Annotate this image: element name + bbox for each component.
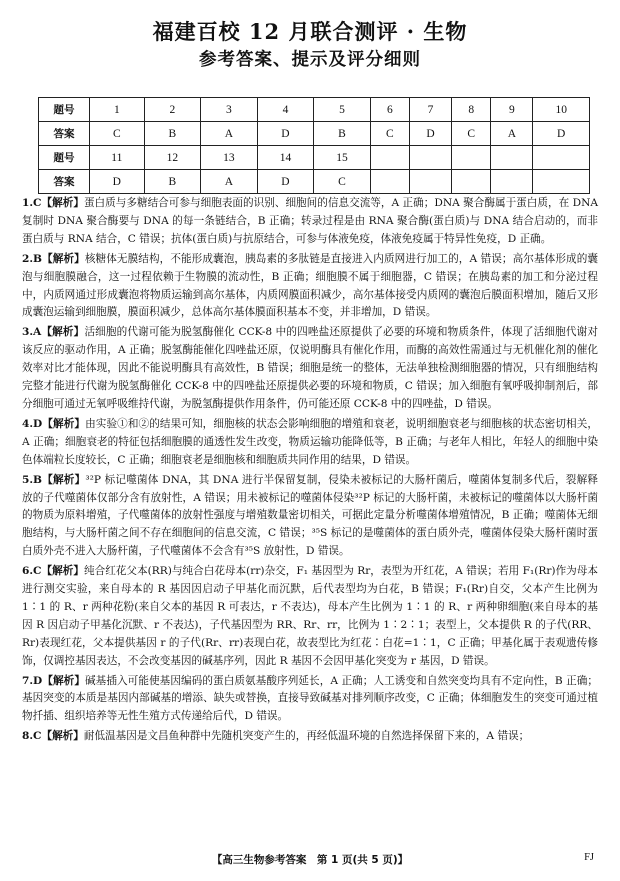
question-number-cell: [409, 146, 451, 170]
answer-cell: [452, 170, 491, 194]
answer-cell: A: [201, 170, 258, 194]
explanation-tag: 【解析】: [42, 473, 86, 486]
explanation-number: 6.C: [22, 565, 42, 578]
row-label: 题号: [39, 146, 90, 170]
explanation-tag: 【解析】: [42, 417, 86, 430]
explanation-tag: 【解析】: [41, 730, 84, 743]
explanation-item: [22, 563, 598, 670]
answer-row: [39, 170, 590, 194]
answer-cell: D: [257, 170, 314, 194]
question-number-cell: [491, 146, 533, 170]
explanation-tag: 【解析】: [41, 565, 84, 578]
explanation-item: [22, 251, 598, 323]
question-number-cell: 15: [314, 146, 371, 170]
question-number-cell: 7: [409, 98, 451, 122]
footer-code: FJ: [584, 852, 594, 863]
question-number-row: [39, 146, 590, 170]
explanation-number: 2.B: [22, 252, 43, 265]
answer-table: [38, 97, 590, 194]
explanation-text: 由实验①和②的结果可知，细胞核的状态会影响细胞的增殖和衰老，说明细胞衰老与细胞核的状态密切相关，A 正确；细胞衰老的特征包括细胞膜的通透性发生改变，物质运输功能降低等，B 正确；与老年人相比，年轻人的细胞中染色体端粒长度较长，C 正确；细胞衰老是细胞核和细胞质共同作用的结果，D 错误。: [22, 417, 598, 466]
row-label: 答案: [39, 170, 90, 194]
explanation-item: [22, 195, 598, 249]
answer-row: [39, 122, 590, 146]
question-number-cell: 1: [90, 98, 145, 122]
row-label: 答案: [39, 122, 90, 146]
answer-cell: D: [90, 170, 145, 194]
answer-cell: B: [144, 170, 201, 194]
question-number-cell: 8: [452, 98, 491, 122]
question-number-cell: 3: [201, 98, 258, 122]
question-number-cell: 5: [314, 98, 371, 122]
question-number-cell: 10: [533, 98, 590, 122]
answer-cell: B: [314, 122, 371, 146]
answer-cell: [533, 170, 590, 194]
answer-cell: D: [533, 122, 590, 146]
question-number-cell: 11: [90, 146, 145, 170]
question-number-cell: 12: [144, 146, 201, 170]
explanation-text: 核糖体无膜结构，不能形成囊泡，胰岛素的多肽链是直接进入内质网进行加工的，A 错误；高尔基体形成的囊泡与细胞膜融合，这一过程依赖于生物膜的流动性，B 正确；细胞膜不属于细胞器，C 错误；在胰岛素的加工和分泌过程中，内质网通过形成囊泡将物质运输到高尔基体，内质网膜面积减少，高尔基体接受内质网的囊泡后膜面积增加，随后又形成囊泡运输到细胞膜，膜面积减少，总体高尔基体膜面积基本不变，并非增加，D 错误。: [22, 252, 599, 319]
question-number-row: [39, 98, 590, 122]
answer-cell: A: [201, 122, 258, 146]
explanation-item: [22, 728, 598, 746]
answer-cell: B: [144, 122, 201, 146]
explanation-text: 耐低温基因是文昌鱼种群中先随机突变产生的，再经低温环境的自然选择保留下来的，A 错误；: [83, 730, 530, 743]
page-subtitle: 参考答案、提示及评分细则: [199, 50, 421, 70]
page-title: 福建百校 12 月联合测评 · 生物: [152, 19, 468, 44]
explanation-tag: 【解析】: [41, 197, 84, 209]
answer-cell: C: [370, 122, 409, 146]
explanation-number: 3.A: [22, 326, 42, 339]
answer-cell: A: [491, 122, 533, 146]
explanation-number: 7.D: [22, 674, 43, 687]
question-number-cell: [452, 146, 491, 170]
explanation-number: 1.C: [22, 197, 42, 209]
explanation-tag: 【解析】: [42, 674, 85, 687]
explanation-tag: 【解析】: [41, 326, 85, 339]
explanation-number: 4.D: [22, 417, 43, 430]
answer-cell: C: [90, 122, 145, 146]
answer-cell: C: [452, 122, 491, 146]
explanation-item: [22, 324, 598, 414]
question-number-cell: 4: [257, 98, 314, 122]
page-footer: 【高三生物参考答案 第 1 页(共 5 页)】: [211, 854, 409, 866]
answer-cell: D: [409, 122, 451, 146]
explanation-text: 碱基插入可能使基因编码的蛋白质氨基酸序列延长，A 正确；人工诱变和自然突变均具有不定向性，B 正确；基因突变的本质是基因内部碱基的增添、缺失或替换，直接导致碱基对排列顺序改变，C 正确；体细胞发生的突变可通过植物扦插、组织培养等无性生殖方式传递给后代，D 错误。: [22, 674, 598, 723]
explanation-tag: 【解析】: [42, 252, 85, 265]
explanation-text: ³²P 标记噬菌体 DNA，其 DNA 进行半保留复制，侵染未被标记的大肠杆菌后，噬菌体复制多代后，裂解释放的子代噬菌体仅部分含有放射性，A 错误；用未被标记的噬菌体侵染³²P 标记的大肠杆菌，未被标记的噬菌体以大肠杆菌的物质为原料增殖，子代噬菌体的放射性强度与增殖数量密切相关，可据此定量分析噬菌体增殖情况，B 正确；噬菌体无细胞结构，与大肠杆菌之间不存在细胞间的信息交流，C 错误；³⁵S 标记的是噬菌体的蛋白质外壳，噬菌体侵染大肠杆菌时蛋白质外壳不进入大肠杆菌，子代噬菌体不会含有³⁵S 放射性，D 错误。: [22, 473, 598, 558]
answer-cell: D: [257, 122, 314, 146]
answer-cell: C: [314, 170, 371, 194]
row-label: 题号: [39, 98, 90, 122]
question-number-cell: 2: [144, 98, 201, 122]
explanation-text: 纯合红花父本(RR)与纯合白花母本(rr)杂交，F₁ 基因型为 Rr，表型为开红花，A 错误；若用 F₁(Rr)作为母本进行测交实验，来自母本的 R 基因因启动子甲基化而沉默，后代表型均为白花，B 错误；F₁(Rr)自交，父本产生比例为 1∶1 的 R、r 两种花粉(来自父本的基因 R 可表达，r 不表达)，母本产生比例为 1∶1 的 R、r 两种卵细胞(来自母本的基因 R 因启动子甲基化沉默、r 不表达)，子代基因型为 RR、Rr、rr，比例为 1∶2∶1；表型上，父本提供 R 的子代(RR、Rr)表现红花，父本提供基因 r 的子代(Rr、rr)表现白花，故表型比为红花∶白花=1∶1，C 正确；甲基化属于表观遗传修饰，仅调控基因表达，不会改变基因的碱基序列，因此 R 基因不会因甲基化突变为 r 基因，D 错误。: [22, 565, 598, 667]
question-number-cell: 6: [370, 98, 409, 122]
explanation-item: [22, 416, 598, 470]
explanation-item: [22, 472, 598, 562]
explanation-number: 8.C: [22, 730, 42, 743]
explanations: [22, 195, 598, 748]
explanation-number: 5.B: [22, 473, 43, 486]
answer-cell: [370, 170, 409, 194]
question-number-cell: 14: [257, 146, 314, 170]
answer-cell: [409, 170, 451, 194]
question-number-cell: 13: [201, 146, 258, 170]
question-number-cell: [370, 146, 409, 170]
explanation-text: 蛋白质与多糖结合可参与细胞表面的识别、细胞间的信息交流等，A 正确；DNA 聚合酶属于蛋白质，在 DNA 复制时 DNA 聚合酶要与 DNA 的每一条链结合，B 正确；转录过程是由 RNA 聚合酶(蛋白质)与 DNA 结合启动的，而非蛋白质与 RNA 结合，C 错误；抗体(蛋白质)与抗原结合，可参与体液免疫，体液免疫属于特异性免疫，D 正确。: [22, 197, 598, 245]
question-number-cell: [533, 146, 590, 170]
explanation-item: [22, 673, 598, 727]
answer-cell: [491, 170, 533, 194]
explanation-text: 活细胞的代谢可能为脱氢酶催化 CCK-8 中的四唑盐还原提供了必要的环境和物质条件，体现了活细胞代谢对该反应的驱动作用，A 正确；脱氢酶能催化四唑盐还原，仅说明酶具有催化作用，而酶的高效性需通过与无机催化剂的催化效率对比才能体现，因此不能说明酶具有高效性，B 错误；细胞是统一的整体，无法单独检测细胞器的情况，只有细胞结构完整才能进行代谢为脱氢酶催化 CCK-8 中的四唑盐还原提供必要的环境和物质，C 错误；加入细胞有氧呼吸抑制剂后，部分细胞可通过无氧呼吸维持代谢，为脱氢酶提供作用条件，仍可能还原 CCK-8 中的四唑盐，D 错误。: [22, 326, 598, 410]
question-number-cell: 9: [491, 98, 533, 122]
